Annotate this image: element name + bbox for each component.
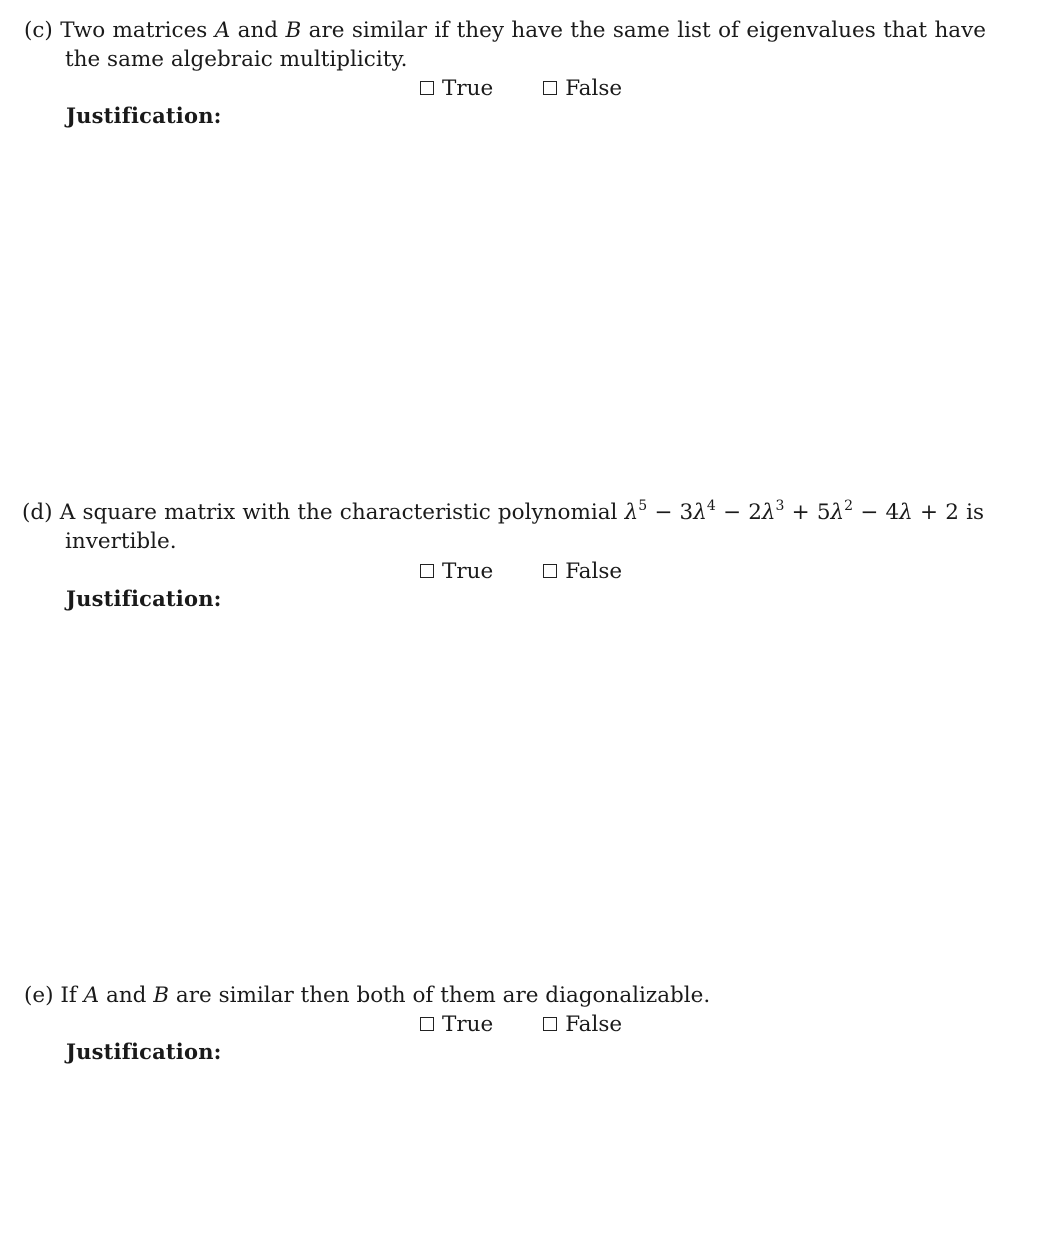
question-c-false-option[interactable] xyxy=(543,76,622,101)
question-e-false-option[interactable] xyxy=(543,1012,622,1037)
question-c-label: (c) xyxy=(24,18,53,43)
question-d-label: (d) xyxy=(22,500,53,525)
question-c-text xyxy=(24,16,986,74)
matrix-a: A xyxy=(214,18,231,43)
checkbox-icon[interactable] xyxy=(543,1017,557,1031)
true-label: True xyxy=(442,1011,494,1037)
question-e-text xyxy=(24,981,986,1010)
false-label: False xyxy=(565,558,623,584)
question-e-justification-label: Justification: xyxy=(66,1039,222,1064)
matrix-b: B xyxy=(153,983,170,1008)
question-d-line-2: invertible. xyxy=(65,529,177,554)
question-e-options xyxy=(420,1010,672,1038)
checkbox-icon[interactable] xyxy=(420,1017,434,1031)
question-d-line-1: (d) A square matrix with the characteristic polynomial $\lambda^5 - 3\lambda^4 - 2\lambda^3 + 5\lambda^2 - 4\lambda + 2$ is xyxy=(22,498,984,525)
question-e-line-1: (e) If A and B are similar then both of them are diagonalizable. xyxy=(24,983,711,1008)
question-c-options xyxy=(420,74,672,102)
question-d-true-option[interactable] xyxy=(420,559,493,584)
characteristic-polynomial: $\lambda^5 - 3\lambda^4 - 2\lambda^3 + 5\lambda^2 - 4\lambda + 2$ xyxy=(624,498,959,525)
true-label: True xyxy=(442,558,494,584)
false-label: False xyxy=(565,1011,623,1037)
checkbox-icon[interactable] xyxy=(543,81,557,95)
checkbox-icon[interactable] xyxy=(420,81,434,95)
matrix-b: B xyxy=(285,18,302,43)
question-e-label: (e) xyxy=(24,983,54,1008)
question-c-line-1: (c) Two matrices A and B are similar if they have the same list of eigenvalues that have xyxy=(24,18,986,43)
checkbox-icon[interactable] xyxy=(543,564,557,578)
question-c-line-2: the same algebraic multiplicity. xyxy=(65,47,408,72)
checkbox-icon[interactable] xyxy=(420,564,434,578)
true-label: True xyxy=(442,75,494,101)
matrix-a: A xyxy=(83,983,100,1008)
question-c-justification-label: Justification: xyxy=(66,103,222,128)
question-e-true-option[interactable] xyxy=(420,1012,493,1037)
question-c-true-option[interactable] xyxy=(420,76,493,101)
question-d-false-option[interactable] xyxy=(543,559,622,584)
question-d-text xyxy=(22,498,984,556)
false-label: False xyxy=(565,75,623,101)
question-d-options xyxy=(420,557,672,585)
question-d-justification-label: Justification: xyxy=(66,586,222,611)
